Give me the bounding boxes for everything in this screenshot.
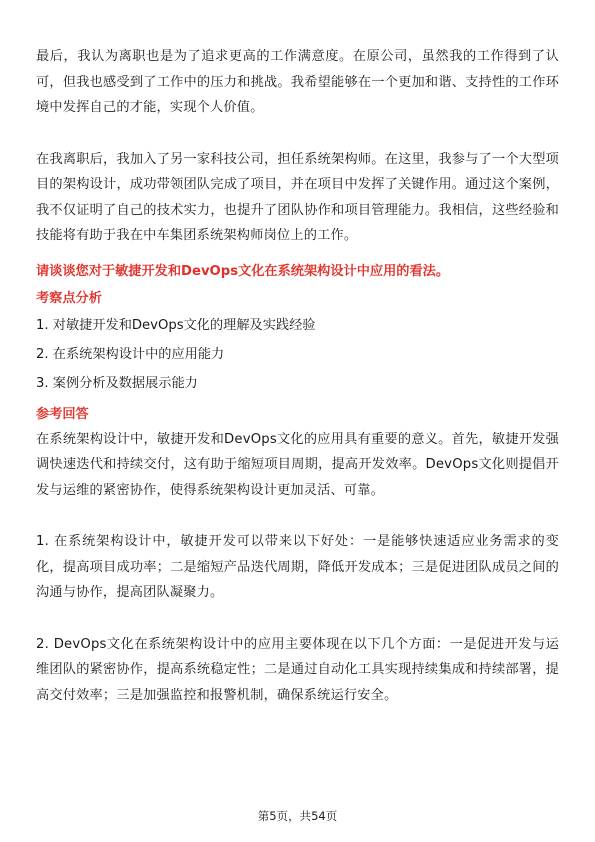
paragraph-gap <box>36 606 559 632</box>
analysis-item: 1. 对敏捷开发和DevOps文化的理解及实践经验 <box>36 317 316 333</box>
page-number: 第5页，共54页 <box>257 809 338 823</box>
paragraph-gap <box>36 503 559 529</box>
answer-paragraph: 1. 在系统架构设计中，敏捷开发可以带来以下好处：一是能够快速适应业务需求的变化，提高项目成功率；二是缩短产品迭代周期，降低开发成本；三是促进团队成员之间的沟通与协作，提高团队凝聚力。 <box>36 534 559 600</box>
paragraph: 最后，我认为离职也是为了追求更高的工作满意度。在原公司，虽然我的工作得到了认可，但我也感受到了工作中的压力和挑战。我希望能够在一个更加和谐、支持性的工作环境中发挥自己的才能，实现个人价值。 <box>36 49 559 115</box>
answer-paragraph: 2. DevOps文化在系统架构设计中的应用主要体现在以下几个方面：一是促进开发与运维团队的紧密协作，提高系统稳定性；二是通过自动化工具实现持续集成和持续部署，提高交付效率；三是加强监控和报警机制，确保系统运行安全。 <box>36 636 559 703</box>
analysis-item: 3. 案例分析及数据展示能力 <box>36 375 198 391</box>
analysis-title: 考察点分析 <box>36 290 102 306</box>
paragraph: 在我离职后，我加入了另一家科技公司，担任系统架构师。在这里，我参与了一个大型项目的架构设计，成功带领团队完成了项目，并在项目中发挥了关键作用。通过这个案例，我不仅证明了自己的技术实力，也提升了团队协作和项目管理能力。我相信，这些经验和技能将有助于我在中车集团系统架构师岗位上的工作。 <box>36 151 559 243</box>
answer-title: 参考回答 <box>36 406 89 422</box>
analysis-item: 2. 在系统架构设计中的应用能力 <box>36 346 225 362</box>
question-heading: 请谈谈您对于敏捷开发和DevOps文化在系统架构设计中应用的看法。 <box>36 263 450 279</box>
document-page <box>36 44 559 708</box>
answer-paragraph: 在系统架构设计中，敏捷开发和DevOps文化的应用具有重要的意义。首先，敏捷开发强调快速迭代和持续交付，这有助于缩短项目周期，提高开发效率。DevOps文化则提倡开发与运维的紧密协作，使得系统架构设计更加灵活、可靠。 <box>36 431 559 498</box>
paragraph-gap <box>36 121 559 147</box>
